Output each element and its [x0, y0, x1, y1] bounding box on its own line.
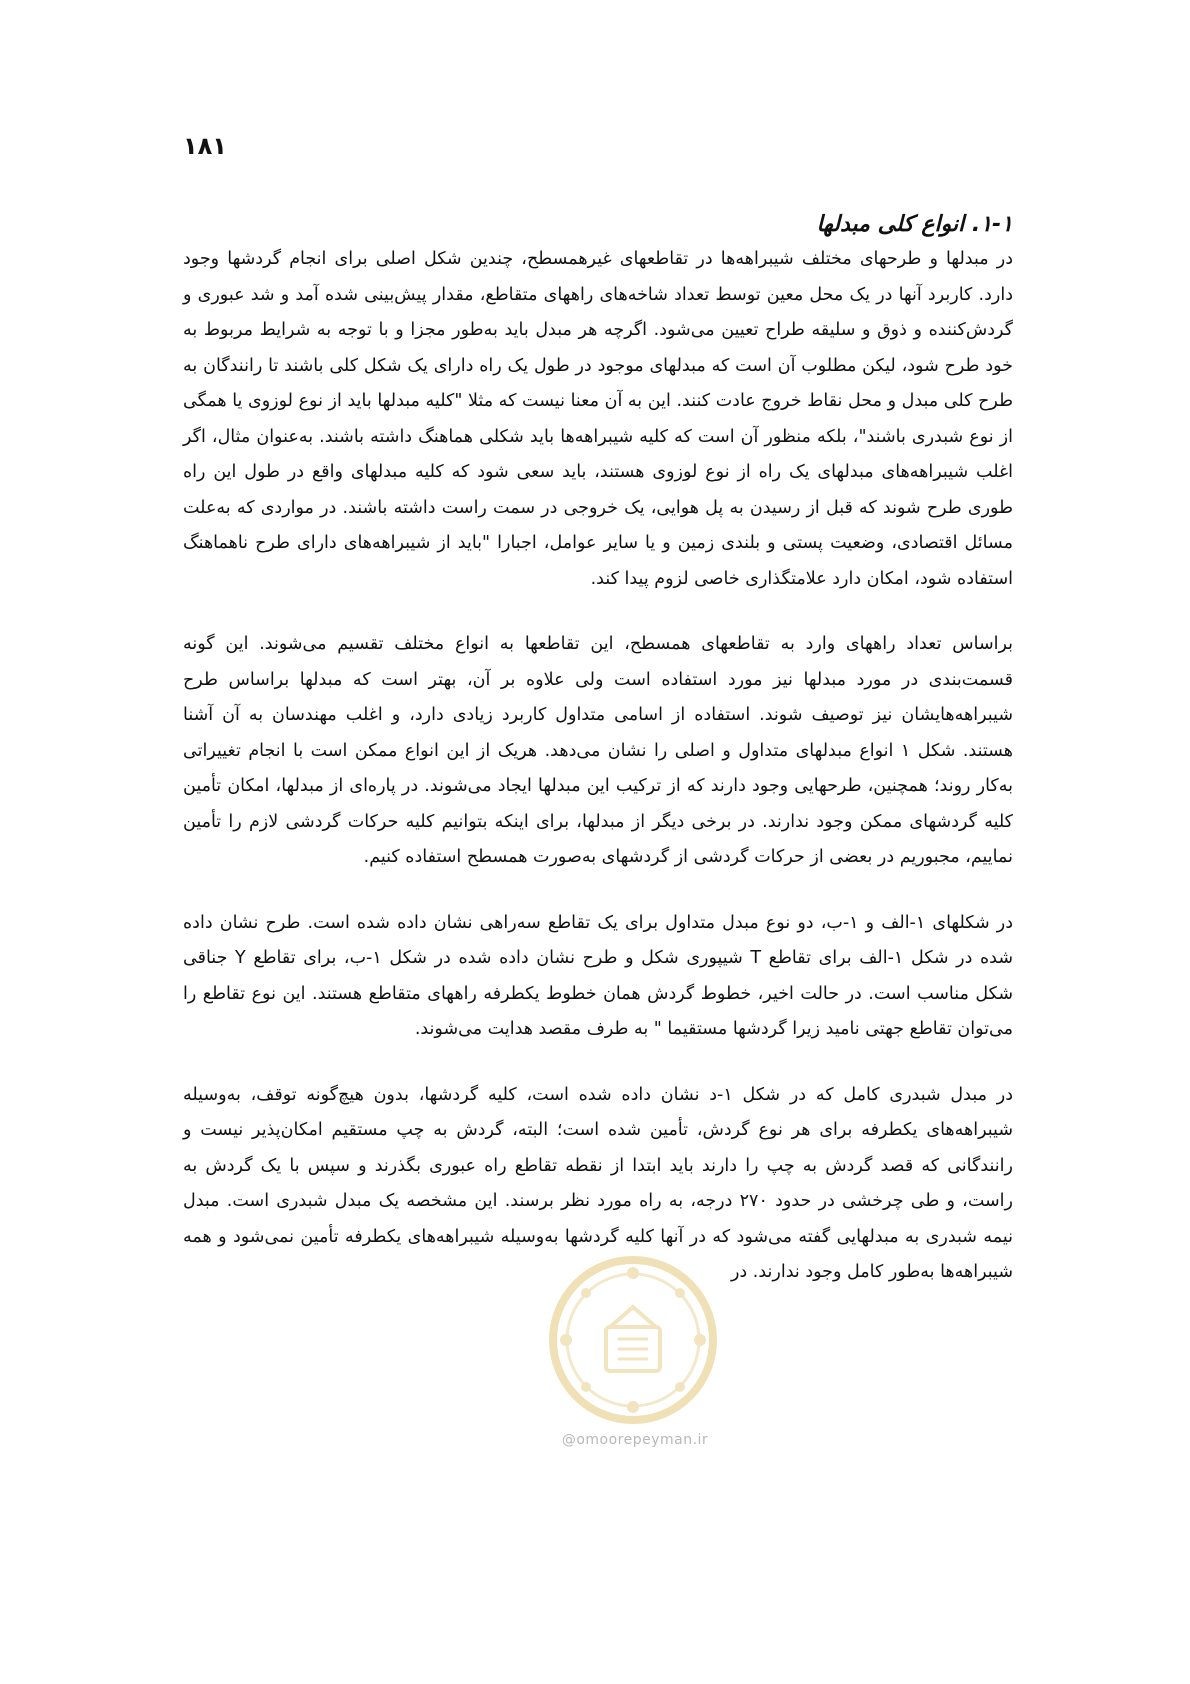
watermark-seal-logo — [548, 1255, 718, 1425]
page-number: ۱۸۱ — [183, 132, 227, 160]
paragraph-2: براساس تعداد راههای وارد به تقاطعهای همسطح، این تقاطعها به انواع مختلف تقسیم می‌شوند. این گونه قسمت‌بندی در مورد مبدلها نیز مورد استفاده است ولی علاوه بر آن، بهتر است که مبدلها براساس طرح شیبراهه‌هایشان نیز توصیف شوند. استفاده از اسامی متداول کاربرد زیادی دارد، و اغلب مهندسان به آن آشنا هستند. شکل ۱ انواع مبدلهای متداول و اصلی را نشان می‌دهد. هریک از این انواع ممکن است با انجام تغییراتی به‌کار روند؛ همچنین، طرحهایی وجود دارند که از ترکیب این مبدلها ایجاد می‌شوند. در پاره‌ای از مبدلها، امکان تأمین کلیه گردشهای ممکن وجود ندارند. در برخی دیگر از مبدلها، برای اینکه بتوانیم کلیه حرکات گردشی لازم را تأمین نماییم، مجبوریم در بعضی از حرکات گردشی از گردشهای به‌صورت همسطح استفاده کنیم. — [183, 634, 1013, 867]
paragraph-3: در شکلهای ۱-الف و ۱-ب، دو نوع مبدل متداول برای یک تقاطع سه‌راهی نشان داده شده است. طرح نشان داده شده در شکل ۱-الف برای تقاطع T شیپوری شکل و طرح نشان داده شده در شکل ۱-ب، برای تقاطع Y جناقی شکل مناسب است. در حالت اخیر، خطوط گردش همان خطوط یکطرفه راههای متقاطع هستند. این نوع تقاطع را می‌توان تقاطع جهتی نامید زیرا گردشها مستقیما " به طرف مقصد هدایت می‌شوند. — [183, 912, 1014, 1039]
page-body — [183, 208, 1013, 1291]
paragraph-4: در مبدل شبدری کامل که در شکل ۱-د نشان داده شده است، کلیه گردشها، بدون هیچ‌گونه توقف، به‌وسیله شیبراهه‌های یکطرفه برای هر نوع گردش، تأمین شده است؛ البته، گردش به چپ مستقیم امکان‌پذیر نیست و رانندگانی که قصد گردش به چپ را دارند باید ابتدا از نقطه تقاطع راه عبوری بگذرند و سپس با یک گردش به راست، و طی چرخشی در حدود ۲۷۰ درجه، به راه مورد نظر برسند. این مشخصه یک مبدل شبدری است. مبدل نیمه شبدری به مبدلهایی گفته می‌شود که در آنها کلیه گردشها به‌وسیله شیبراهه‌های یکطرفه تأمین نمی‌شود و همه شیبراهه‌ها به‌طور کامل وجود ندارند. در — [183, 1084, 1013, 1282]
watermark-text: @omoorepeyman.ir — [561, 1432, 709, 1448]
section-heading: ۱-۱. انواع کلی مبدلها — [816, 212, 1013, 237]
paragraph-1: در مبدلها و طرحهای مختلف شیبراهه‌ها در تقاطعهای غیرهمسطح، چندین شکل اصلی برای انجام گردشها وجود دارد. کاربرد آنها در یک محل معین توسط تعداد شاخه‌های راههای متقاطع، مقدار پیش‌بینی شده آمد و شد عبوری و گردش‌کننده و ذوق و سلیقه طراح تعیین می‌شود. اگرچه هر مبدل باید به‌طور مجزا و با توجه به شرایط مربوط به خود طرح شود، لیکن مطلوب آن است که مبدلهای موجود در طول یک راه دارای یک شکل کلی باشند تا رانندگان به طرح کلی مبدل و محل نقاط خروج عادت کنند. این به آن معنا نیست که مثلا "کلیه مبدلها باید از نوع لوزوی یا همگی از نوع شبدری باشند"، بلکه منظور آن است که کلیه شیبراهه‌ها باید شکلی هماهنگ داشته باشند. به‌عنوان مثال، اگر اغلب شیبراهه‌های مبدلهای یک راه از نوع لوزوی هستند، باید سعی شود که کلیه مبدلهای واقع در طول این راه طوری طرح شوند که قبل از رسیدن به پل هوایی، یک خروجی در سمت راست داشته باشند. در مواردی که به‌علت مسائل اقتصادی، وضعیت پستی و بلندی زمین و یا سایر عوامل، اجبارا "باید از شیبراهه‌های دارای طرح ناهماهنگ استفاده شود، امکان دارد علامتگذاری خاصی لزوم پیدا کند. — [183, 249, 1013, 589]
